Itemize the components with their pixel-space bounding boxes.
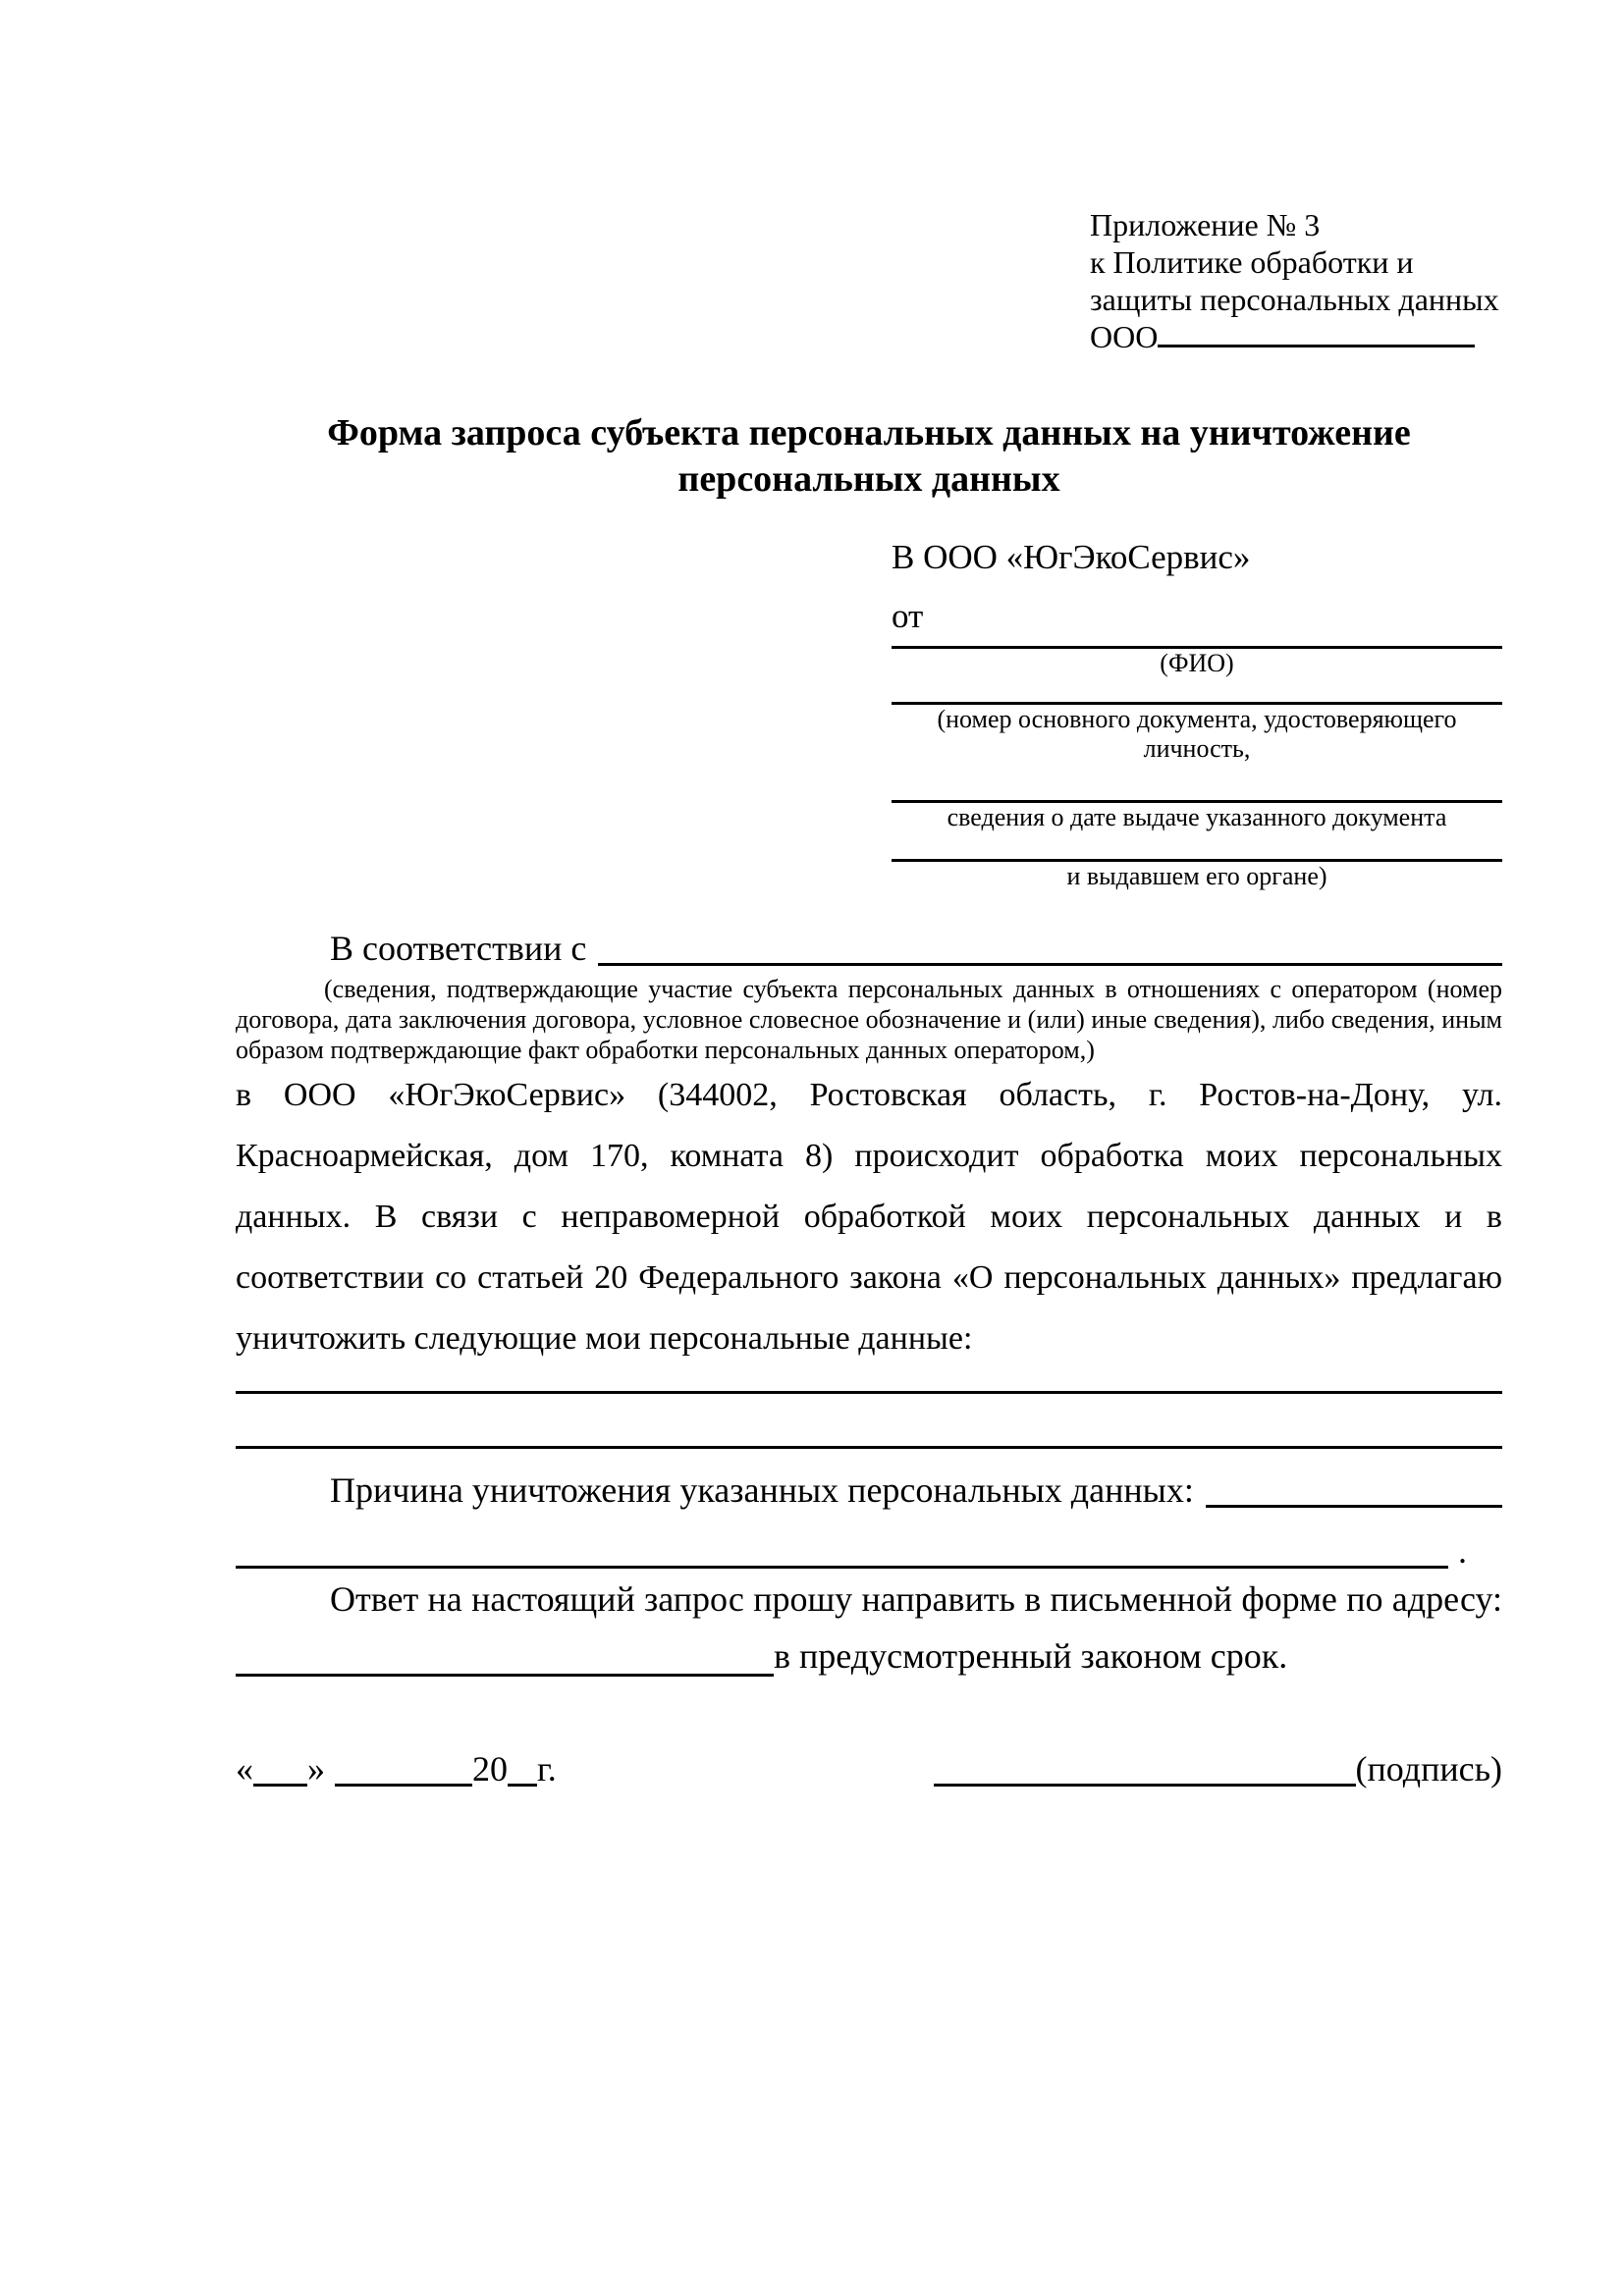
personal-data-blank-line-2 <box>236 1394 1502 1449</box>
reply-sentence: Ответ на настоящий запрос прошу направить в письменной форме по адресу: <box>330 1579 1502 1619</box>
body-paragraph: в ООО «ЮгЭкоСервис» (344002, Ростовская область, г. Ростов-на-Дону, ул. Красноармейская, дом 170, комната 8) происходит обработка моих персональных данных. В связи с неправомерной обработкой моих персональных данных и в соответствии со статьей 20 Федерального закона «О персональных данных» предлагаю уничтожить следующие мои персональные данные: <box>236 1077 1502 1357</box>
year-suffix: г. <box>537 1749 557 1789</box>
year-blank-line <box>508 1784 537 1787</box>
attachment-note <box>1090 206 1502 355</box>
day-open-quote: « <box>236 1749 253 1789</box>
signature-blank-line <box>934 1784 1356 1787</box>
reason-continuation-row <box>236 1525 1502 1576</box>
reason-period: . <box>1458 1531 1467 1571</box>
day-close-quote: » <box>307 1749 325 1789</box>
day-blank-line <box>253 1784 307 1787</box>
personal-data-blank-line-1 <box>236 1383 1502 1394</box>
reason-blank-line <box>1206 1465 1502 1508</box>
attachment-note-line: защиты персональных данных <box>1090 282 1499 317</box>
attachment-note-line: Приложение № 3 <box>1090 207 1321 242</box>
signature-caption: (подпись) <box>1355 1749 1502 1789</box>
date-part <box>236 1743 557 1794</box>
addressee-to: В ООО «ЮгЭкоСервис» <box>892 538 1251 576</box>
issue-org-caption: и выдавшем его органе) <box>1066 862 1327 890</box>
accordance-note: (сведения, подтверждающие участие субъекта персональных данных в отношениях с оператором (номер договора, дата заключения договора, условное словесное обозначение и (или) иные сведения), либо сведения, иным образом подтверждающие факт обработки персональных данных оператором,) <box>236 975 1502 1064</box>
accordance-lead: В соответствии с <box>330 929 587 968</box>
addressee-block <box>892 528 1502 891</box>
reason-continuation-blank-line <box>236 1525 1448 1569</box>
reason-label: Причина уничтожения указанных персональных данных: <box>330 1470 1194 1510</box>
accordance-blank-line <box>598 923 1502 966</box>
date-signature-row <box>236 1743 1502 1794</box>
issue-date-blank-line <box>892 764 1502 803</box>
company-prefix-label: ООО <box>1090 319 1159 354</box>
addressee-from-label: от <box>892 597 924 635</box>
fio-caption: (ФИО) <box>1160 649 1234 677</box>
reply-tail-text: в предусмотренный законом срок. <box>774 1636 1288 1676</box>
accordance-row <box>236 923 1502 974</box>
doc-number-caption: (номер основного документа, удостоверяющего личность, <box>937 705 1457 763</box>
doc-number-blank-line <box>892 678 1502 705</box>
document-content <box>236 0 1502 1794</box>
signature-part <box>934 1743 1502 1794</box>
issue-date-caption: сведения о дате выдаче указанного документа <box>947 803 1447 831</box>
company-name-row <box>1090 318 1502 355</box>
page-title-line: Форма запроса субъекта персональных данных на уничтожение <box>327 412 1411 454</box>
reason-row <box>236 1465 1502 1516</box>
month-blank-line <box>335 1784 472 1787</box>
reply-address-row <box>236 1628 1502 1684</box>
attachment-note-line: к Политике обработки и <box>1090 244 1414 280</box>
page-title-line: персональных данных <box>677 458 1060 500</box>
company-name-blank-line <box>1158 345 1475 347</box>
issue-org-blank-line <box>892 832 1502 862</box>
page-title <box>236 410 1502 503</box>
address-blank-line <box>236 1628 774 1677</box>
year-prefix: 20 <box>472 1749 508 1789</box>
